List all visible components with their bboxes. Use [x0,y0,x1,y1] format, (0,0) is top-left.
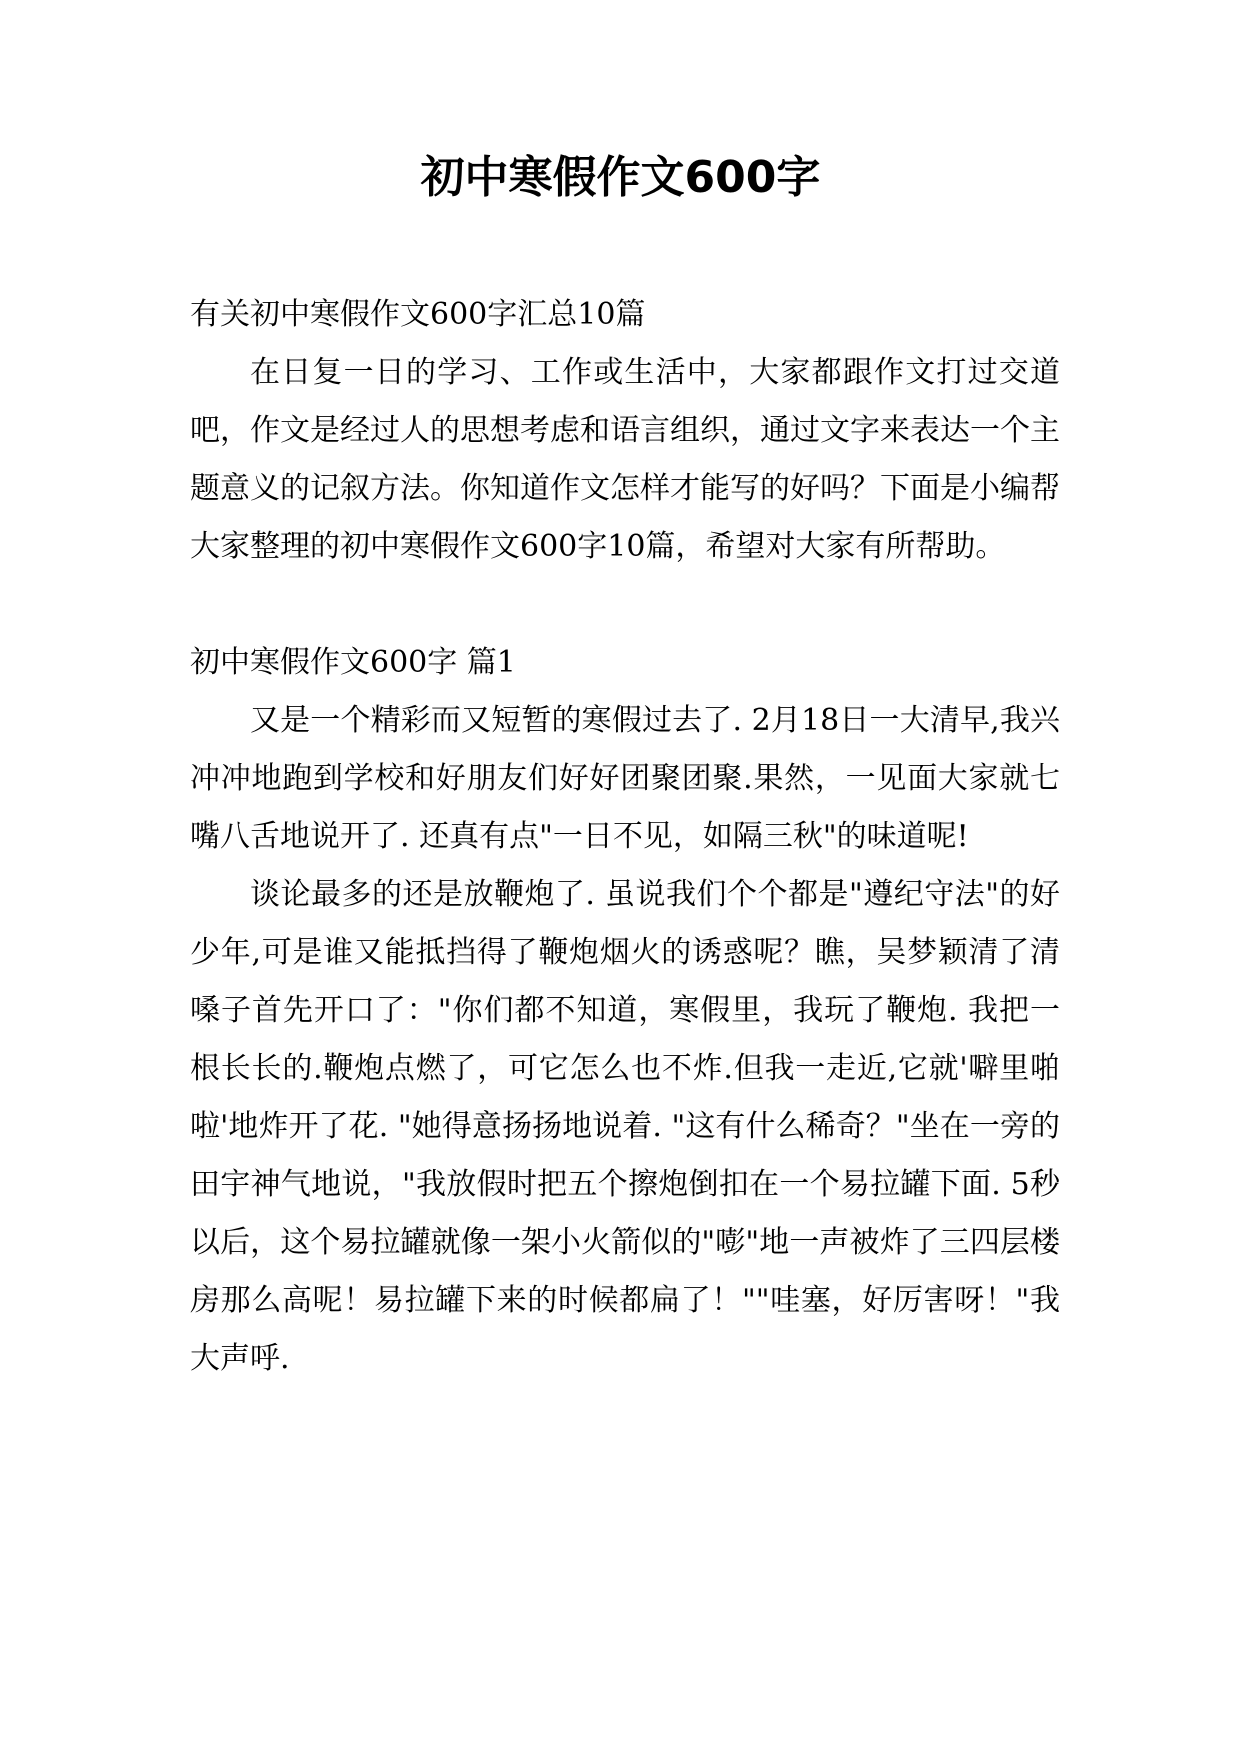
section-1-paragraph-1: 又是一个精彩而又短暂的寒假过去了. 2月18日一大清早,我兴冲冲地跑到学校和好朋友们好好团聚团聚.果然，一见面大家就七嘴八舌地说开了. 还真有点"一日不见，如隔三秋"的味道呢! [190,703,1060,854]
section-1-paragraph-2: 谈论最多的还是放鞭炮了. 虽说我们个个都是"遵纪守法"的好少年,可是谁又能抵挡得了鞭炮烟火的诱惑呢？瞧，吴梦颖清了清嗓子首先开口了："你们都不知道，寒假里，我玩了鞭炮. 我把一根长长的.鞭炮点燃了，可它怎么也不炸.但我一走近,它就'噼里啪啦'地炸开了花. "她得意扬扬地说着. "这有什么稀奇？"坐在一旁的田宇神气地说，"我放假时把五个擦炮倒扣在一个易拉罐下面. 5秒以后，这个易拉罐就像一架小火箭似的"嘭"地一声被炸了三四层楼房那么高呢！易拉罐下来的时候都扁了！""哇塞，好厉害呀！"我大声呼. [190,877,1060,1376]
document-title: 初中寒假作文600字 [420,152,821,203]
intro-paragraph: 在日复一日的学习、工作或生活中，大家都跟作文打过交道吧，作文是经过人的思想考虑和语言组织，通过文字来表达一个主题意义的记叙方法。你知道作文怎样才能写的好吗？下面是小编帮大家整理的初中寒假作文600字10篇，希望对大家有所帮助。 [190,355,1060,564]
section-spacer [190,576,1060,634]
intro-heading: 有关初中寒假作文600字汇总10篇 [190,297,646,332]
section-1-heading: 初中寒假作文600字 篇1 [190,645,516,680]
document-body [190,286,1060,1388]
